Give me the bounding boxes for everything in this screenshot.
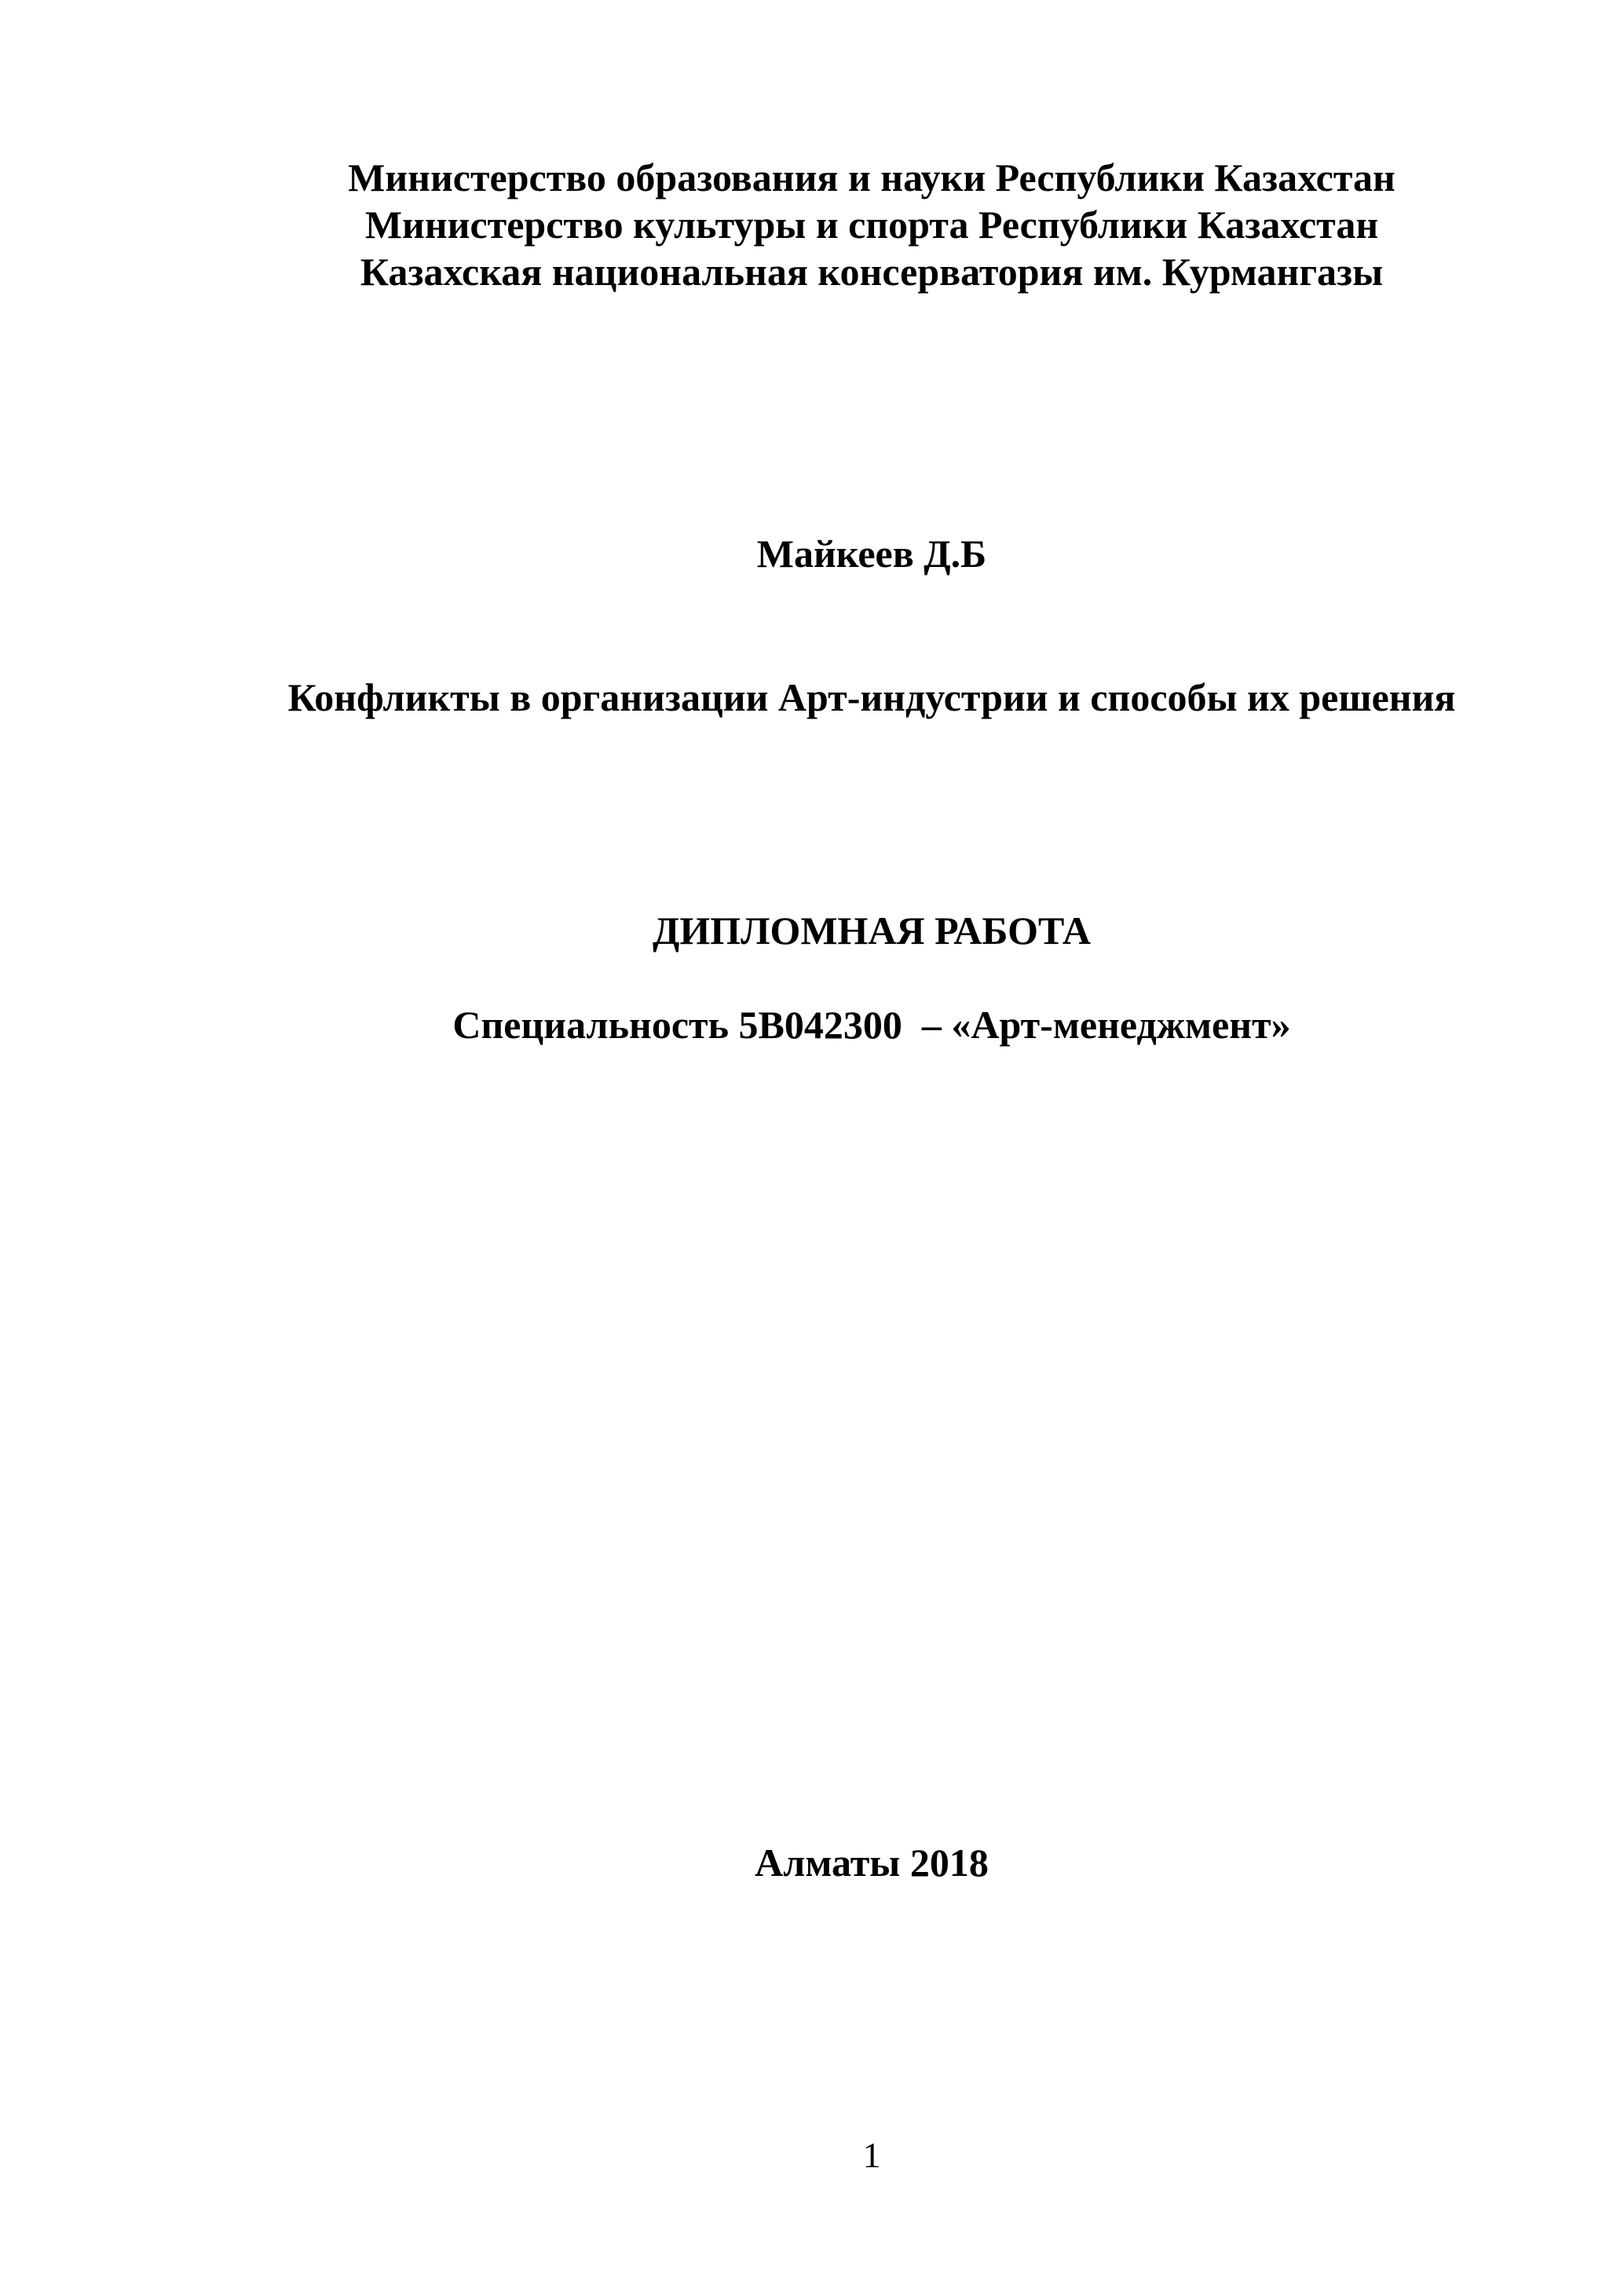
conservatory-line: Казахская национальная консерватория им. Курмангазы <box>360 250 1384 294</box>
work-type-heading: ДИПЛОМНАЯ РАБОТА <box>653 909 1091 952</box>
city-year-line: Алматы 2018 <box>755 1841 989 1885</box>
page-number: 1 <box>862 2135 881 2175</box>
institution-header <box>236 154 1508 295</box>
ministry-education-line: Министерство образования и науки Республики Казахстан <box>348 155 1395 199</box>
ministry-culture-line: Министерство культуры и спорта Республики Казахстан <box>364 203 1379 247</box>
author-name: Майкеев Д.Б <box>756 532 987 576</box>
specialty-line: Специальность 5В042300 – «Арт-менеджмент» <box>452 1003 1291 1047</box>
thesis-title: Конфликты в организации Арт-индустрии и способы их решения <box>287 675 1456 719</box>
